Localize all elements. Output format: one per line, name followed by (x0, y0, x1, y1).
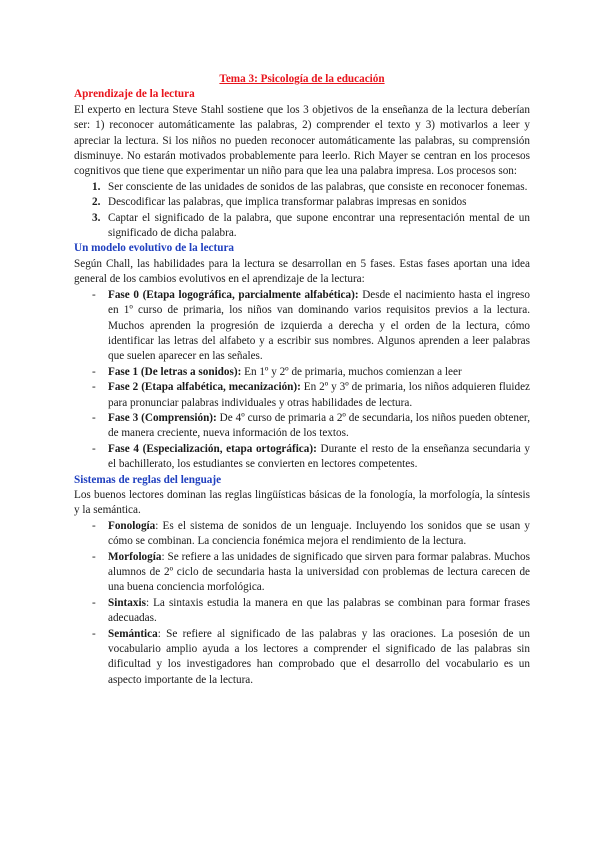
dash-bullet: - (92, 519, 96, 532)
list-item-term: Sintaxis (108, 596, 146, 609)
list-item-text: En 1º y 2º de primaria, muchos comienzan a leer (241, 365, 462, 378)
list-item-text: Desde el nacimiento hasta el ingreso en 1º curso de primaria, los niños van dominando varios requisitos previos a la lectura. Muchos aprenden la progresión de izquierda a derecha y el orden de la lectura, cómo identificar las letras del alfabeto y a escribir sus nombres. Algunos aprenden a leer palabras que suelen aparecer en las señales. (108, 288, 530, 363)
list-item (74, 627, 530, 689)
phases-list (74, 288, 530, 473)
list-number: 3. (92, 211, 101, 224)
list-item-term: Fase 3 (Comprensión): (108, 411, 217, 424)
list-number: 1. (92, 180, 101, 193)
dash-bullet: - (92, 381, 96, 394)
dash-bullet: - (92, 550, 96, 563)
dash-bullet: - (92, 627, 96, 640)
list-item-text: De 4º curso de primaria a 2º de secundaria, los niños pueden obtener, de manera creciente, nueva información de los textos. (108, 411, 530, 440)
list-item-text: Descodificar las palabras, que implica transformar palabras impresas en sonidos (108, 196, 467, 209)
process-list (74, 180, 530, 242)
document-page (74, 72, 530, 688)
section-intro-modelo-evolutivo: Según Chall, las habilidades para la lectura se desarrollan en 5 fases. Estas fases aportan una idea general de los cambios evolutivos en el aprendizaje de la lectura: (74, 257, 530, 286)
list-item (74, 442, 530, 473)
list-item (74, 596, 530, 627)
list-item (74, 411, 530, 442)
list-item-text: Durante el resto de la enseñanza secundaria y el bachillerato, los estudiantes se convierten en lectores competentes. (108, 442, 530, 471)
section-heading-aprendizaje: Aprendizaje de la lectura (74, 88, 195, 101)
list-item-text: : Se refiere al significado de las palabras y las oraciones. La posesión de un vocabulario amplio ayuda a los lectores a comprender el significado de las palabras sin dificultad y los investigadores han comprobado que el desarrollo del vocabulario es un aspecto importante de la lectura. (108, 627, 530, 686)
list-item-term: Fonología (108, 519, 156, 532)
list-item-text: : La sintaxis estudia la manera en que las palabras se combinan para formar frases adecuadas. (108, 596, 530, 625)
list-item-text: En 2º y 3º de primaria, los niños adquieren fluidez para pronunciar palabras individuales y otras habilidades de lectura. (108, 381, 530, 409)
list-item-text: : Se refiere a las unidades de significado que sirven para formar palabras. Muchos alumnos de 2º ciclo de secundaria hasta la universidad con problemas de lectura carecen de una buena conciencia morfológica. (108, 550, 530, 594)
list-item (74, 288, 530, 365)
list-item (74, 550, 530, 596)
list-item-text: Ser consciente de las unidades de sonidos de las palabras, que consiste en reconocer fonemas. (108, 180, 528, 193)
section-heading-sistemas-reglas: Sistemas de reglas del lenguaje (74, 473, 222, 486)
list-item-text: : Es el sistema de sonidos de un lenguaje. Incluyendo los sonidos que se usan y cómo se combinan. La conciencia fonémica mejora el rendimiento de la lectura. (108, 519, 530, 548)
list-item-term: Fase 0 (Etapa logográfica, parcialmente alfabética): (108, 288, 359, 301)
list-item-term: Morfología (108, 550, 162, 563)
list-number: 2. (92, 196, 101, 209)
list-item (74, 365, 530, 380)
list-item-term: Fase 1 (De letras a sonidos): (108, 365, 242, 378)
list-item (74, 519, 530, 550)
language-rules-list (74, 519, 530, 688)
document-title: Tema 3: Psicología de la educación (219, 73, 385, 85)
dash-bullet: - (92, 596, 96, 609)
section-heading-modelo-evolutivo: Un modelo evolutivo de la lectura (74, 242, 235, 255)
list-item-text: Captar el significado de la palabra, que supone encontrar una representación mental de un significado de dicha palabra. (108, 211, 530, 240)
list-item (74, 195, 530, 210)
list-item-term: Fase 2 (Etapa alfabética, mecanización): (108, 381, 301, 394)
list-item (74, 380, 530, 411)
list-item-term: Semántica (108, 627, 158, 640)
section-intro-aprendizaje: El experto en lectura Steve Stahl sostiene que los 3 objetivos de la enseñanza de la lectura deberían ser: 1) reconocer automáticamente las palabras, 2) comprender el texto y 3) motivarlos a leer y apreciar la lectura. Si los niños no pueden reconocer automáticamente las palabras, su comprensión disminuye. No estarán motivados probablemente para leerlo. Rich Mayer se centran en los procesos cognitivos que tiene que experimentar un niño para que lea una palabra impresa. Los procesos son: (74, 103, 530, 178)
dash-bullet: - (92, 411, 96, 424)
dash-bullet: - (92, 442, 96, 455)
dash-bullet: - (92, 288, 96, 301)
section-intro-sistemas-reglas: Los buenos lectores dominan las reglas lingüísticas básicas de la fonología, la morfología, la síntesis y la semántica. (74, 488, 530, 517)
dash-bullet: - (92, 365, 96, 378)
list-item-term: Fase 4 (Especialización, etapa ortográfica): (108, 442, 317, 455)
list-item (74, 180, 530, 195)
list-item (74, 211, 530, 242)
